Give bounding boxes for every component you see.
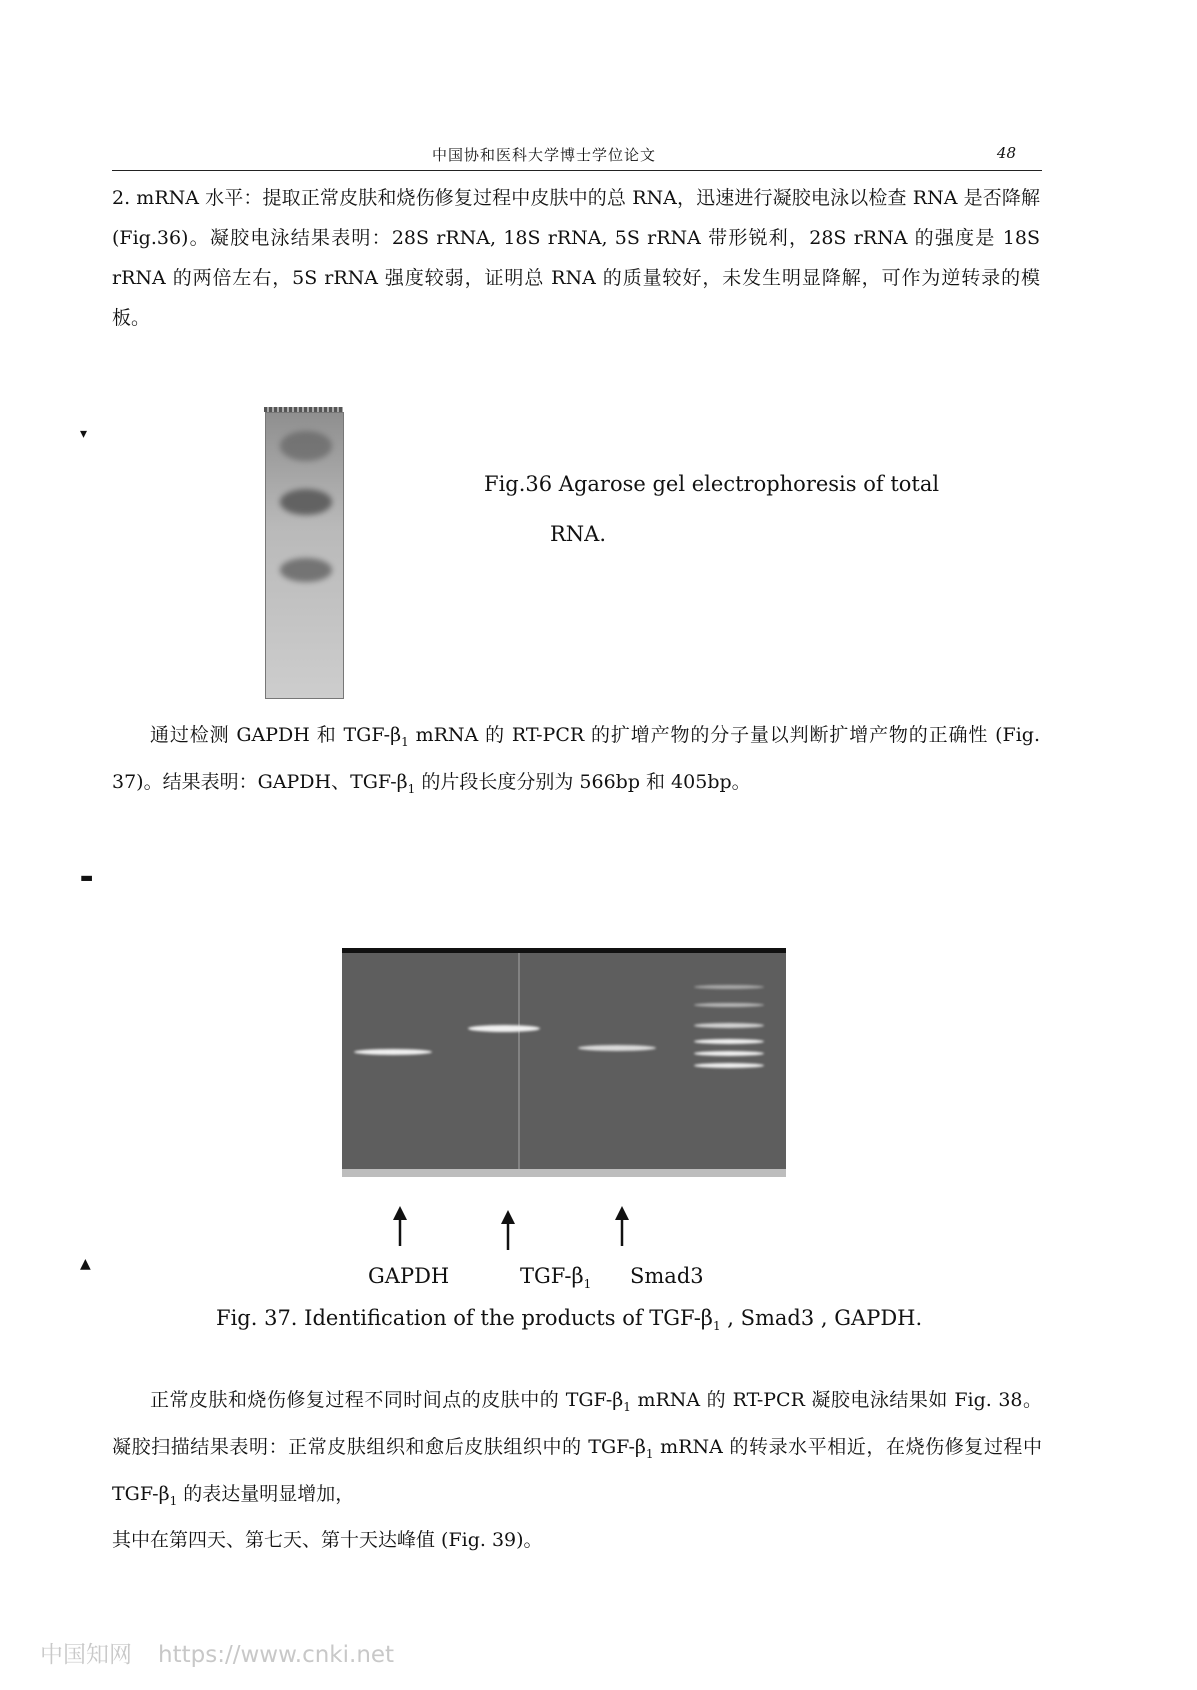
caption-text: Fig. 37. Identification of the products of TGF-β [216,1306,713,1330]
scan-mark: ▲ [80,1256,91,1272]
paragraph-mrna-level: 2. mRNA 水平：提取正常皮肤和烧伤修复过程中皮肤中的总 RNA，迅速进行凝胶电泳以检查 RNA 是否降解(Fig.36)。凝胶电泳结果表明：28S rRNA, 18S rRNA, 5S rRNA 带形锐利，28S rRNA 的强度是 18S rRNA 的两倍左右，5S rRNA 强度较弱，证明总 RNA 的质量较好，未发生明显降解，可作为逆转录的模板。 [112,187,1040,329]
lane-label-smad3: Smad3 [630,1264,704,1288]
cnki-url[interactable]: https://www.cnki.net [158,1642,395,1668]
gel-well-row [264,407,343,412]
marker-band [694,1051,764,1056]
subscript: 1 [645,1446,654,1461]
marker-band [694,985,764,989]
arrow-up-icon [498,1210,518,1250]
gel-band-well [280,431,332,461]
gel-bottom-edge [342,1169,786,1177]
label-text: TGF-β [520,1264,584,1288]
gel-band-18s [280,558,332,582]
fig36-caption-line1: Fig.36 Agarose gel electrophoresis of total [484,472,940,496]
fig37-caption [216,1306,922,1333]
watermark-footer [40,1636,394,1669]
paragraph-rt-pcr [112,715,1040,809]
header-title: 中国协和医科大学博士学位论文 [432,146,657,164]
text-run: mRNA 的 RT-PCR 的扩增产物的分子量以判断扩增产物的正确性 (Fig. 37)。结果表明：GAPDH、TGF-β [112,724,1040,793]
marker-band [694,1023,764,1028]
subscript: 1 [583,1277,592,1292]
gel-band-28s [280,489,332,515]
paragraph-time-course [112,1380,1042,1560]
subscript: 1 [712,1319,721,1334]
band-tgf-beta1 [468,1025,540,1032]
marker-band [694,1003,764,1007]
scan-mark: ▬ [80,870,94,886]
text-run: mRNA 的转录水平相近，在烧伤修复过程中 TGF-β [112,1435,1042,1505]
cnki-logo: 中国知网 [40,1642,132,1668]
text-run: 通过检测 GAPDH 和 TGF-β [150,724,402,746]
agarose-gel-image [265,412,344,699]
subscript: 1 [407,781,416,796]
lane-label-gapdh: GAPDH [368,1264,450,1288]
page-number: 48 [996,144,1016,162]
scan-mark: ▾ [80,426,88,442]
subscript: 1 [401,734,409,749]
running-header [112,140,1042,171]
arrow-up-icon [390,1206,410,1246]
text-run: 的表达量明显增加， [177,1482,355,1505]
text-run: 的片段长度分别为 566bp 和 405bp。 [415,770,751,793]
text-run: 其中在第四天、第七天、第十天达峰值 (Fig. 39)。 [112,1529,543,1552]
text-run: mRNA 的 RT-PCR 凝胶电泳结果如 Fig. 38。凝胶扫描结果表明：正常皮肤组织和愈后皮肤组织中的 TGF-β [112,1389,1042,1458]
band-gapdh [354,1049,432,1055]
subscript: 1 [623,1399,631,1414]
lane-label-tgf-beta1 [520,1264,591,1291]
fig36-caption-line2: RNA. [550,522,607,546]
text-run: 正常皮肤和烧伤修复过程不同时间点的皮肤中的 TGF-β [150,1389,624,1411]
marker-band [694,1039,764,1044]
marker-band [694,1063,764,1068]
caption-text: , Smad3 , GAPDH. [720,1306,923,1330]
arrow-up-icon [612,1206,632,1246]
subscript: 1 [169,1493,178,1508]
band-smad3 [578,1045,656,1051]
lane-divider [518,953,520,1169]
rt-pcr-gel-image [342,948,786,1169]
